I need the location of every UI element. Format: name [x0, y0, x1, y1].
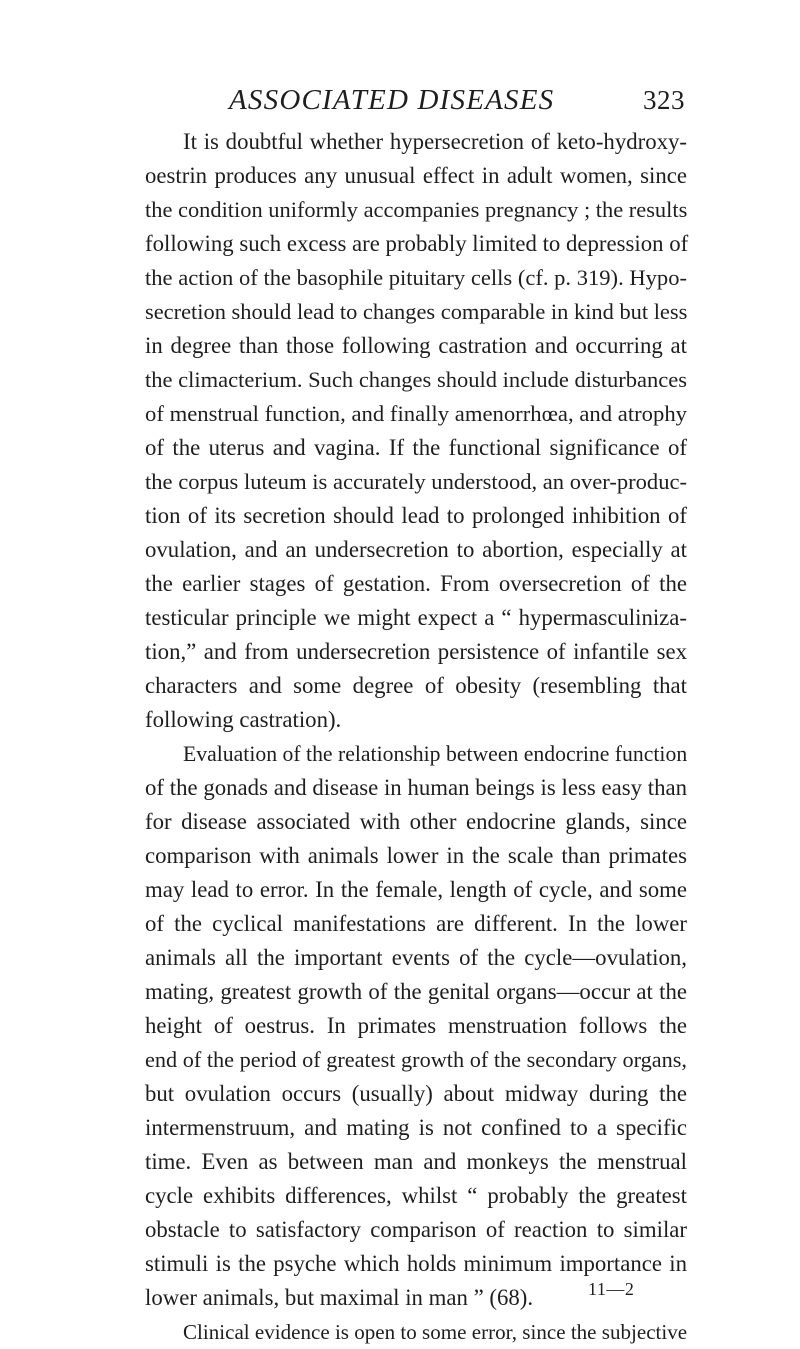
text-line: the action of the basophile pituitary cells (cf. p. 319). Hypo- [145, 265, 687, 290]
text-line: It is doubtful whether hypersecretion of keto-hydroxy- [183, 129, 687, 154]
text-line: the climacterium. Such changes should include disturbances [145, 367, 687, 392]
text-line: tion,” and from undersecretion persistence of infantile sex [145, 639, 687, 664]
text-line: time. Even as between man and monkeys the menstrual [145, 1149, 687, 1174]
text-line: cycle exhibits differences, whilst “ probably the greatest [145, 1183, 687, 1208]
text-line: following castration). [145, 707, 342, 732]
text-line: comparison with animals lower in the scale than primates [145, 843, 687, 868]
text-line: stimuli is the psyche which holds minimum importance in [145, 1251, 687, 1276]
text-line: intermenstruum, and mating is not confined to a specific [145, 1115, 687, 1140]
text-line: following such excess are probably limited to depression of [145, 231, 689, 256]
text-line: of the uterus and vagina. If the functional significance of [145, 435, 687, 460]
text-line: obstacle to satisfactory comparison of reaction to similar [145, 1217, 687, 1242]
text-line: of menstrual function, and finally amenorrhœa, and atrophy [145, 401, 687, 426]
text-line: tion of its secretion should lead to prolonged inhibition of [145, 503, 687, 528]
text-line: but ovulation occurs (usually) about midway during the [145, 1081, 687, 1106]
text-line: the condition uniformly accompanies pregnancy ; the results [145, 197, 688, 222]
text-line: height of oestrus. In primates menstruation follows the [145, 1013, 687, 1038]
text-line: Clinical evidence is open to some error, since the subjective [183, 1320, 688, 1344]
text-line: the earlier stages of gestation. From oversecretion of the [145, 571, 687, 596]
text-line: of the gonads and disease in human beings is less easy than [145, 775, 687, 800]
text-line: for disease associated with other endocrine glands, since [145, 809, 687, 834]
signature-mark: 11—2 [588, 1279, 635, 1299]
text-line: oestrin produces any unusual effect in adult women, since [145, 163, 687, 188]
text-line: in degree than those following castration and occurring at [145, 333, 687, 358]
text-line: animals all the important events of the cycle—ovulation, [145, 945, 687, 970]
text-line: of the cyclical manifestations are different. In the lower [145, 911, 687, 936]
text-line: Evaluation of the relationship between endocrine function [183, 742, 688, 766]
text-line: mating, greatest growth of the genital organs—occur at the [145, 979, 687, 1004]
text-line: lower animals, but maximal in man ” (68). [145, 1285, 534, 1310]
text-line: characters and some degree of obesity (resembling that [145, 673, 687, 698]
running-head [145, 82, 685, 118]
text-line: may lead to error. In the female, length of cycle, and some [145, 877, 687, 902]
text-line: end of the period of greatest growth of the secondary organs, [145, 1047, 687, 1072]
running-title: ASSOCIATED DISEASES [229, 84, 555, 116]
text-line: testicular principle we might expect a “ hypermasculiniza- [145, 605, 687, 630]
text-line: the corpus luteum is accurately understood, an over-produc- [145, 469, 687, 494]
text-line: secretion should lead to changes comparable in kind but less [145, 299, 688, 324]
text-line: ovulation, and an undersecretion to abortion, especially at [145, 537, 687, 562]
page-number: 323 [643, 85, 685, 115]
